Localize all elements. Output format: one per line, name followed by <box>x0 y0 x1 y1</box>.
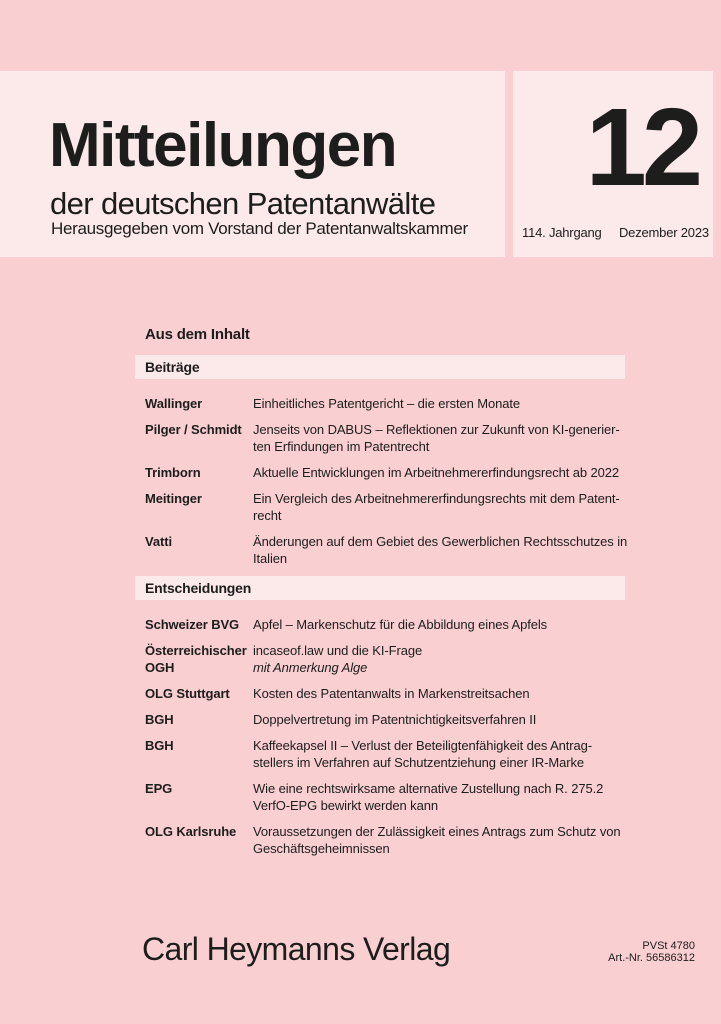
toc-entry <box>135 685 625 702</box>
masthead-title-panel <box>0 71 505 257</box>
entry-title-line: Apfel – Markenschutz für die Abbildung eines Apfels <box>253 617 548 632</box>
toc-entry <box>135 780 625 814</box>
masthead-issue-panel <box>513 71 713 257</box>
entry-title <box>253 490 625 524</box>
toc-section <box>135 355 628 567</box>
entry-title <box>253 395 625 412</box>
toc-sections <box>135 355 628 866</box>
entry-label: Pilger / Schmidt <box>145 422 242 437</box>
toc-entry <box>135 395 625 412</box>
entry-title-line: incaseof.law und die KI-Frage <box>253 643 423 658</box>
entry-title <box>253 616 625 633</box>
entry-title <box>253 737 625 771</box>
journal-title: Mitteilungen <box>49 111 397 180</box>
entry-title-line: Kosten des Patentanwalts in Markenstreitsachen <box>253 686 530 701</box>
volume-label: 114. Jahrgang <box>522 225 602 240</box>
entry-title-line: Kaffeekapsel II – Verlust der Beteiligtenfähigkeit des Antrag- <box>253 738 592 753</box>
article-number: Art.-Nr. 56586312 <box>608 952 695 964</box>
toc-heading: Aus dem Inhalt <box>145 326 250 343</box>
entry-title <box>253 642 625 676</box>
entry-title <box>253 780 625 814</box>
section-header: Beiträge <box>135 355 625 379</box>
issue-meta <box>522 225 709 241</box>
entry-title-line: Geschäftsgeheimnissen <box>253 841 390 856</box>
entry-title-line: Voraussetzungen der Zulässigkeit eines Antrags zum Schutz von <box>253 824 621 839</box>
entry-label: Österreichischer OGH <box>145 643 247 675</box>
publisher-imprint: Carl Heymanns Verlag <box>142 931 451 967</box>
entry-title <box>253 823 625 857</box>
section-header: Entscheidungen <box>135 576 625 600</box>
entry-title-line: Wie eine rechtswirksame alternative Zustellung nach R. 275.2 <box>253 781 604 796</box>
entry-label: EPG <box>145 781 173 796</box>
entry-title <box>253 533 627 567</box>
toc-entry <box>135 421 625 455</box>
entry-label: OLG Stuttgart <box>145 686 230 701</box>
journal-subtitle: der deutschen Patentanwälte <box>50 186 436 221</box>
entry-title-line: Jenseits von DABUS – Reflektionen zur Zukunft von KI-generier- <box>253 422 620 437</box>
entry-label: Wallinger <box>145 396 203 411</box>
toc-entry <box>135 616 625 633</box>
entry-title-line: Doppelvertretung im Patentnichtigkeitsverfahren II <box>253 712 537 727</box>
entry-label: Schweizer BVG <box>145 617 240 632</box>
entry-label: BGH <box>145 712 174 727</box>
postal-code: PVSt 4780 <box>642 940 695 952</box>
toc-section <box>135 576 625 857</box>
issue-number: 12 <box>585 86 698 209</box>
entry-title-line: Aktuelle Entwicklungen im Arbeitnehmererfindungsrecht ab 2022 <box>253 465 620 480</box>
entry-title-line: Änderungen auf dem Gebiet des Gewerblichen Rechtsschutzes in <box>253 534 628 549</box>
entry-title-line: Einheitliches Patentgericht – die ersten Monate <box>253 396 521 411</box>
entry-title-line: VerfO-EPG bewirkt werden kann <box>253 798 438 813</box>
toc-entry <box>135 642 625 676</box>
publisher-line: Herausgegeben vom Vorstand der Patentanwaltskammer <box>51 219 468 238</box>
entry-title-line: Italien <box>253 551 287 566</box>
entry-title <box>253 464 625 481</box>
entry-label: Trimborn <box>145 465 201 480</box>
entry-title <box>253 685 625 702</box>
footer-codes <box>608 940 695 964</box>
entry-label: BGH <box>145 738 174 753</box>
entry-label: Meitinger <box>145 491 202 506</box>
entry-title <box>253 711 625 728</box>
toc-entry <box>135 533 628 567</box>
entry-title <box>253 421 625 455</box>
entry-note: mit Anmerkung Alge <box>253 660 368 675</box>
toc-entry <box>135 464 625 481</box>
entry-title-line: stellers im Verfahren auf Schutzentziehung einer IR-Marke <box>253 755 585 770</box>
toc-entry <box>135 823 625 857</box>
entry-title-line: recht <box>253 508 282 523</box>
issue-date: Dezember 2023 <box>618 225 709 240</box>
entry-title-line: Ein Vergleich des Arbeitnehmererfindungsrechts mit dem Patent- <box>253 491 620 506</box>
entry-title-line: ten Erfindungen im Patentrecht <box>253 439 430 454</box>
entry-label: OLG Karlsruhe <box>145 824 237 839</box>
toc-entry <box>135 711 625 728</box>
entry-label: Vatti <box>145 534 172 549</box>
toc-entry <box>135 490 625 524</box>
toc-entry <box>135 737 625 771</box>
